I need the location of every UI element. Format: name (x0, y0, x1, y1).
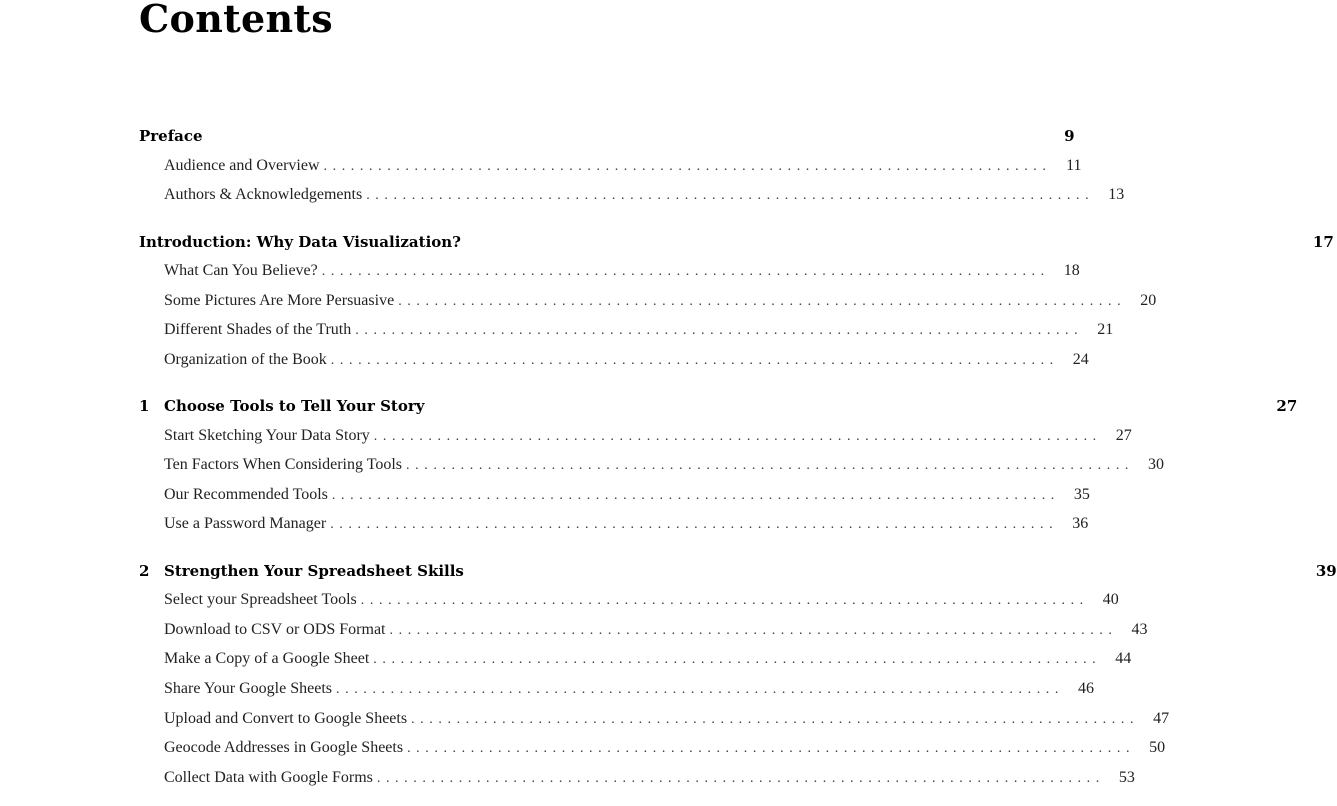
page-number: 50 (1149, 739, 1166, 756)
page-number: 46 (1078, 680, 1094, 697)
dot-leader: ................................................................................ (406, 458, 1135, 473)
dot-leader: ................................................................................ (330, 517, 1059, 532)
toc-section-entry[interactable] (139, 321, 1114, 343)
dot-leader: ................................................................................ (366, 188, 1095, 203)
toc-section-entry[interactable] (139, 769, 1135, 791)
page-number: 47 (1153, 710, 1170, 727)
chapter-number: 1 (139, 397, 150, 415)
entry-title: Ten Factors When Considering Tools (164, 456, 403, 473)
toc-section-entry[interactable] (139, 292, 1157, 314)
entry-title: Different Shades of the Truth (164, 321, 352, 338)
page-number: 9 (1064, 127, 1075, 145)
page-number: 20 (1140, 292, 1157, 309)
dot-leader: ................................................................................ (373, 429, 1102, 444)
page-number: 40 (1102, 591, 1119, 608)
dot-leader: ................................................................................ (360, 593, 1089, 608)
page-title: Contents (139, 0, 333, 41)
dot-leader: ................................................................................ (323, 159, 1052, 174)
toc-section-entry[interactable] (139, 456, 1165, 478)
entry-title: Organization of the Book (164, 351, 327, 368)
dot-leader: ................................................................................ (376, 771, 1105, 786)
toc-section-entry[interactable] (139, 710, 1170, 732)
entry-title: Collect Data with Google Forms (164, 769, 373, 786)
entry-title: Our Recommended Tools (164, 486, 328, 503)
page-number: 39 (1315, 562, 1337, 580)
toc-section-entry[interactable] (139, 621, 1148, 643)
page-number: 24 (1072, 351, 1089, 368)
entry-title: Upload and Convert to Google Sheets (164, 710, 408, 727)
page-number: 21 (1097, 321, 1114, 338)
toc-chapter-entry[interactable] (139, 127, 1075, 149)
dot-leader: ................................................................................ (331, 488, 1060, 503)
page-number: 18 (1063, 262, 1080, 279)
page-number: 11 (1066, 157, 1082, 174)
dot-leader: ................................................................................ (321, 264, 1050, 279)
toc-section-entry[interactable] (139, 650, 1132, 672)
dot-leader: ................................................................................ (407, 741, 1136, 756)
entry-title: Select your Spreadsheet Tools (164, 591, 357, 608)
page-number: 27 (1115, 427, 1132, 444)
dot-leader: ................................................................................ (330, 353, 1059, 368)
toc-section-entry[interactable] (139, 486, 1090, 508)
toc-section-entry[interactable] (139, 157, 1082, 179)
dot-leader: ................................................................................ (411, 712, 1140, 727)
dot-leader: ................................................................................ (398, 294, 1127, 309)
entry-title: Authors & Acknowledgements (164, 186, 363, 203)
page-number: 44 (1115, 650, 1132, 667)
dot-leader: ................................................................................ (355, 323, 1084, 338)
dot-leader: ................................................................................ (373, 652, 1102, 667)
toc-section-entry[interactable] (139, 680, 1094, 702)
page-number: 43 (1131, 621, 1148, 638)
page-number: 13 (1108, 186, 1125, 203)
entry-title: Introduction: Why Data Visualization? (139, 233, 461, 251)
entry-title: Preface (139, 127, 203, 145)
toc-section-entry[interactable] (139, 515, 1089, 537)
entry-title: Start Sketching Your Data Story (164, 427, 370, 444)
dot-leader: ................................................................................ (389, 623, 1118, 638)
page-number: 53 (1118, 769, 1135, 786)
entry-title: Strengthen Your Spreadsheet Skills (164, 562, 464, 580)
dot-leader: ................................................................................ (336, 682, 1064, 697)
toc-section-entry[interactable] (139, 186, 1125, 208)
entry-title: Choose Tools to Tell Your Story (164, 397, 425, 415)
entry-title: Some Pictures Are More Persuasive (164, 292, 395, 309)
page-number: 17 (1312, 233, 1334, 251)
entry-title: Share Your Google Sheets (164, 680, 332, 697)
page-number: 36 (1072, 515, 1089, 532)
page-number: 35 (1073, 486, 1090, 503)
entry-title: What Can You Believe? (164, 262, 318, 279)
toc-section-entry[interactable] (139, 591, 1119, 613)
toc-section-entry[interactable] (139, 262, 1080, 284)
chapter-number: 2 (139, 562, 150, 580)
entry-title: Use a Password Manager (164, 515, 327, 532)
toc-section-entry[interactable] (139, 739, 1166, 761)
toc-chapter-entry[interactable] (139, 397, 1298, 419)
toc-chapter-entry[interactable] (139, 233, 1334, 255)
entry-title: Download to CSV or ODS Format (164, 621, 386, 638)
entry-title: Make a Copy of a Google Sheet (164, 650, 370, 667)
toc-chapter-entry[interactable] (139, 562, 1337, 584)
page-number: 27 (1276, 397, 1298, 415)
entry-title: Geocode Addresses in Google Sheets (164, 739, 404, 756)
toc-section-entry[interactable] (139, 427, 1132, 449)
entry-title: Audience and Overview (164, 157, 320, 174)
toc-section-entry[interactable] (139, 351, 1089, 373)
page-number: 30 (1148, 456, 1165, 473)
